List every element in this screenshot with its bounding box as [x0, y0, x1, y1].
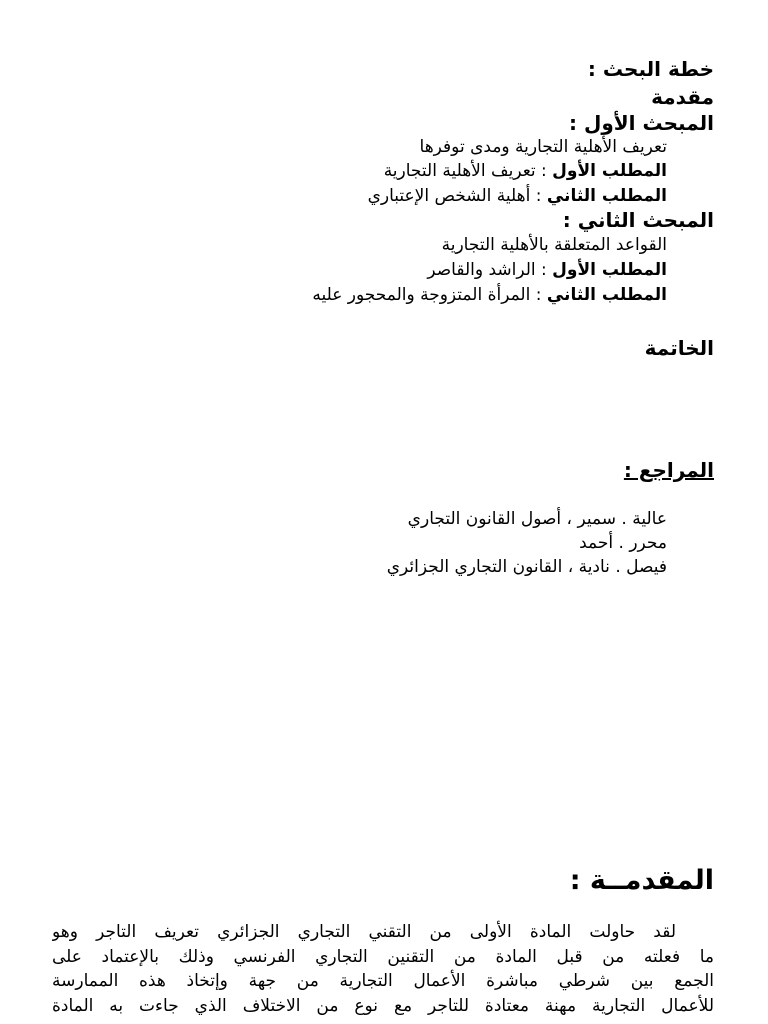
reference-item: محرر . أحمد [579, 533, 667, 553]
reference-item: فيصل . نادية ، القانون التجاري الجزائري [386, 557, 667, 577]
plan-conclusion: الخاتمة [644, 336, 714, 360]
section-text: : المرأة المتزوجة والمحجور عليه [312, 285, 547, 305]
paragraph-line: للأعمال التجارية مهنة معتادة للتاجر مع نوع من الاختلاف الذي جاءت به المادة [52, 995, 714, 1016]
plan-title: خطة البحث : [587, 57, 714, 81]
paragraph-line: الجمع بين شرطي مباشرة الأعمال التجارية من جهة وإتخاذ هذه الممارسة [52, 971, 714, 991]
section-text: : تعريف الأهلية التجارية [383, 161, 553, 181]
chapter1-section2 [368, 184, 667, 208]
section-label: المطلب الأول [552, 161, 667, 181]
chapter2-title: المبحث الثاني : [562, 208, 714, 232]
chapter2-subtitle: القواعد المتعلقة بالأهلية التجارية [441, 235, 667, 255]
section-label: المطلب الأول [552, 260, 667, 280]
chapter2-section2 [312, 283, 667, 307]
section-text: : أهلية الشخص الإعتباري [367, 186, 547, 206]
chapter1-subtitle: تعريف الأهلية التجارية ومدى توفرها [419, 137, 667, 157]
section-label: المطلب الثاني [546, 186, 667, 206]
paragraph-line: ما فعلته من قبل المادة من التقنين التجاري الفرنسي وذلك بالإعتماد على [52, 946, 714, 967]
chapter1-title: المبحث الأول : [569, 111, 714, 135]
paragraph-line: لقد حاولت المادة الأولى من التقني التجاري الجزائري تعريف التاجر وهو [52, 922, 676, 942]
plan-intro: مقدمة [651, 85, 714, 109]
introduction-paragraph [52, 920, 714, 1018]
section-text: : الراشد والقاصر [427, 260, 553, 280]
section-label: المطلب الثاني [546, 285, 667, 305]
reference-item: عالية . سمير ، أصول القانون التجاري [407, 509, 667, 529]
introduction-title: المقدمــة : [569, 865, 714, 896]
references-title: المراجع : [623, 458, 714, 482]
chapter2-section1 [427, 258, 667, 282]
chapter1-section1 [384, 159, 667, 183]
